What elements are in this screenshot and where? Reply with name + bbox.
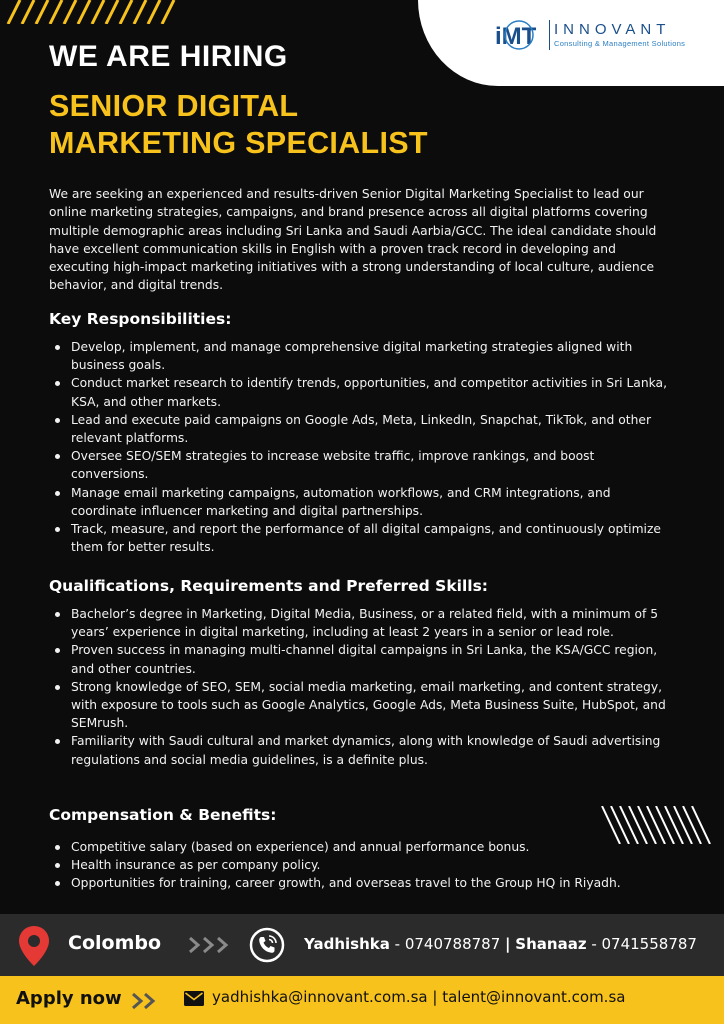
list-item: Proven success in managing multi-channel digital campaigns in Sri Lanka, the KSA/GCC region, and other countries.: [71, 641, 671, 677]
list-item: Develop, implement, and manage comprehensive digital marketing strategies aligned with business goals.: [71, 338, 671, 374]
svg-text:iMT: iMT: [495, 23, 537, 50]
list-item: Bachelor’s degree in Marketing, Digital Media, Business, or a related field, with a minimum of 5 years’ experience in digital marketing, including at least 2 years in a senior or lead role.: [71, 605, 671, 641]
diagonal-stripes-top: [0, 0, 190, 24]
list-item: Familiarity with Saudi cultural and market dynamics, along with knowledge of Saudi advertising regulations and social media guidelines, is a definite plus.: [71, 732, 671, 768]
hiring-heading: WE ARE HIRING: [49, 40, 288, 73]
qualifications-heading: Qualifications, Requirements and Preferred Skills:: [49, 577, 489, 595]
company-tagline: Consulting & Management Solutions: [554, 39, 686, 48]
double-chevron-right-icon: [131, 992, 159, 1010]
job-title-line-1: SENIOR DIGITAL: [49, 89, 299, 123]
logo-separator: [549, 20, 550, 50]
contact-phone[interactable]: - 0740788787: [389, 935, 506, 953]
phone-icon: [249, 927, 285, 963]
list-item: Lead and execute paid campaigns on Google Ads, Meta, LinkedIn, Snapchat, TikTok, and other relevant platforms.: [71, 411, 671, 447]
list-item: Strong knowledge of SEO, SEM, social media marketing, email marketing, and content strategy, with exposure to tools such as Google Analytics, Google Ads, Meta Business Suite, HubSpot, and SEMrush.: [71, 678, 671, 733]
job-title-line-2: MARKETING SPECIALIST: [49, 126, 428, 160]
benefits-heading: Compensation & Benefits:: [49, 806, 277, 824]
mail-icon: [184, 991, 204, 1006]
list-item: Opportunities for training, career growth, and overseas travel to the Group HQ in Riyadh.: [71, 874, 671, 892]
contact-name: Yadhishka: [304, 935, 390, 953]
contact-emails: [212, 988, 625, 1006]
list-item: Oversee SEO/SEM strategies to increase website traffic, improve rankings, and boost conversions.: [71, 447, 671, 483]
contact-numbers: [304, 935, 697, 953]
list-item: Manage email marketing campaigns, automation workflows, and CRM integrations, and coordinate influencer marketing and digital partnerships.: [71, 484, 671, 520]
job-title: [49, 88, 428, 162]
list-item: Health insurance as per company policy.: [71, 856, 671, 874]
contact-divider: |: [505, 935, 511, 953]
contact-phone[interactable]: - 0741558787: [586, 935, 697, 953]
job-description: We are seeking an experienced and results-driven Senior Digital Marketing Specialist to lead our online marketing strategies, campaigns, and brand presence across all digital platforms covering multiple demographic areas including Sri Lanka and Saudi Aarbia/GCC. The ideal candidate should have excellent communication skills in English with a proven track record in developing and executing high-impact marketing initiatives with a strong understanding of local culture, audience behavior, and digital trends.: [49, 187, 657, 293]
location-city: Colombo: [68, 932, 162, 954]
list-item: Competitive salary (based on experience) and annual performance bonus.: [71, 838, 671, 856]
email-divider: |: [427, 988, 443, 1006]
company-logo: [495, 18, 685, 52]
contact-name: Shanaaz: [515, 935, 587, 953]
email-link[interactable]: yadhishka@innovant.com.sa: [212, 988, 428, 1006]
innovant-logo-mark: [495, 18, 545, 52]
benefits-list: [71, 838, 671, 893]
qualifications-list: [71, 605, 671, 769]
location-pin-icon: [17, 925, 51, 967]
list-item: Conduct market research to identify trends, opportunities, and competitor activities in Sri Lanka, KSA, and other markets.: [71, 374, 671, 410]
company-name: INNOVANT: [554, 21, 671, 38]
email-link[interactable]: talent@innovant.com.sa: [442, 988, 626, 1006]
responsibilities-heading: Key Responsibilities:: [49, 310, 232, 328]
double-chevron-right-icon: [188, 935, 234, 955]
list-item: Track, measure, and report the performance of all digital campaigns, and continuously optimize them for better results.: [71, 520, 671, 556]
responsibilities-list: [71, 338, 671, 556]
apply-now-label: Apply now: [16, 988, 122, 1009]
